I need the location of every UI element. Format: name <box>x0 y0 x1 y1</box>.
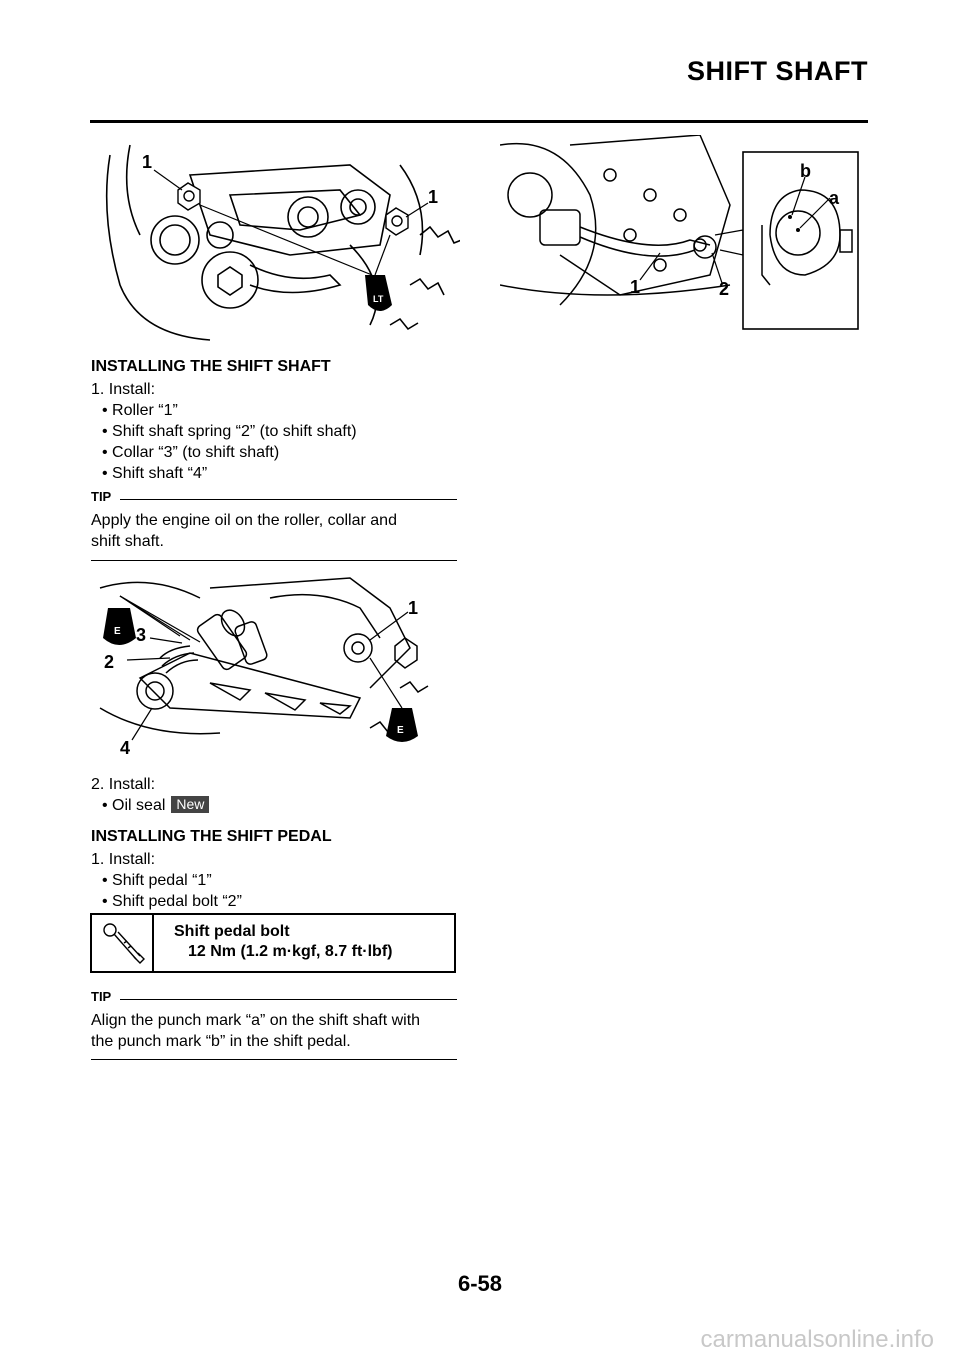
svg-text:LT: LT <box>373 294 384 304</box>
threadlock-icon <box>365 275 392 311</box>
torque-wrench-icon <box>100 921 146 967</box>
tip-text: shift shaft. <box>91 533 164 550</box>
svg-text:a: a <box>829 188 840 208</box>
tip-rule-bottom <box>91 1059 457 1060</box>
list-item: • Shift shaft spring “2” (to shift shaft) <box>102 423 357 440</box>
tip-rule-top <box>120 999 457 1000</box>
torque-value: 12 Nm (1.2 m·kgf, 8.7 ft·lbf) <box>188 943 393 960</box>
svg-text:2: 2 <box>104 652 115 672</box>
list-item: • Shift pedal bolt “2” <box>102 893 242 910</box>
new-part-badge: New <box>171 796 209 813</box>
svg-text:1: 1 <box>428 187 439 207</box>
tip-text: Align the punch mark “a” on the shift shaft with <box>91 1012 421 1029</box>
svg-text:1: 1 <box>630 277 641 297</box>
list-item: • Roller “1” <box>102 402 178 419</box>
tip-rule-bottom <box>91 560 457 561</box>
torque-spec-box <box>90 913 456 973</box>
step-1-label: 1. Install: <box>91 851 156 868</box>
svg-text:E: E <box>114 626 121 637</box>
list-item: • Shift shaft “4” <box>102 465 208 482</box>
shift-pedal-figure <box>500 135 865 345</box>
list-item-text: • Oil seal <box>102 797 166 814</box>
page-number: 6-58 <box>457 1271 503 1296</box>
svg-text:1: 1 <box>408 598 419 618</box>
tip-text: the punch mark “b” in the shift pedal. <box>91 1033 351 1050</box>
header-rule <box>90 120 868 123</box>
svg-text:4: 4 <box>120 738 131 758</box>
svg-text:1: 1 <box>142 152 153 172</box>
torque-item: Shift pedal bolt <box>174 923 290 940</box>
shift-shaft-figure <box>90 135 460 345</box>
step-1-label: 1. Install: <box>91 381 156 398</box>
section-heading-shift-pedal: INSTALLING THE SHIFT PEDAL <box>91 828 332 845</box>
shift-shaft-assembly-figure <box>90 568 460 768</box>
list-item: • Collar “3” (to shift shaft) <box>102 444 280 461</box>
svg-text:E: E <box>397 725 404 736</box>
tip-label: TIP <box>91 489 112 504</box>
svg-text:2: 2 <box>719 279 730 299</box>
torque-divider <box>152 915 154 971</box>
svg-text:b: b <box>800 161 811 181</box>
list-item <box>102 795 209 816</box>
tip-text: Apply the engine oil on the roller, collar and <box>91 512 397 529</box>
svg-text:3: 3 <box>136 625 147 645</box>
page-title: SHIFT SHAFT <box>687 56 868 86</box>
tip-label: TIP <box>91 989 112 1004</box>
tip-rule-top <box>120 499 457 500</box>
step-2-label: 2. Install: <box>91 776 156 793</box>
section-heading-shift-shaft: INSTALLING THE SHIFT SHAFT <box>91 358 331 375</box>
watermark: carmanualsonline.info <box>700 1326 934 1353</box>
list-item: • Shift pedal “1” <box>102 872 212 889</box>
